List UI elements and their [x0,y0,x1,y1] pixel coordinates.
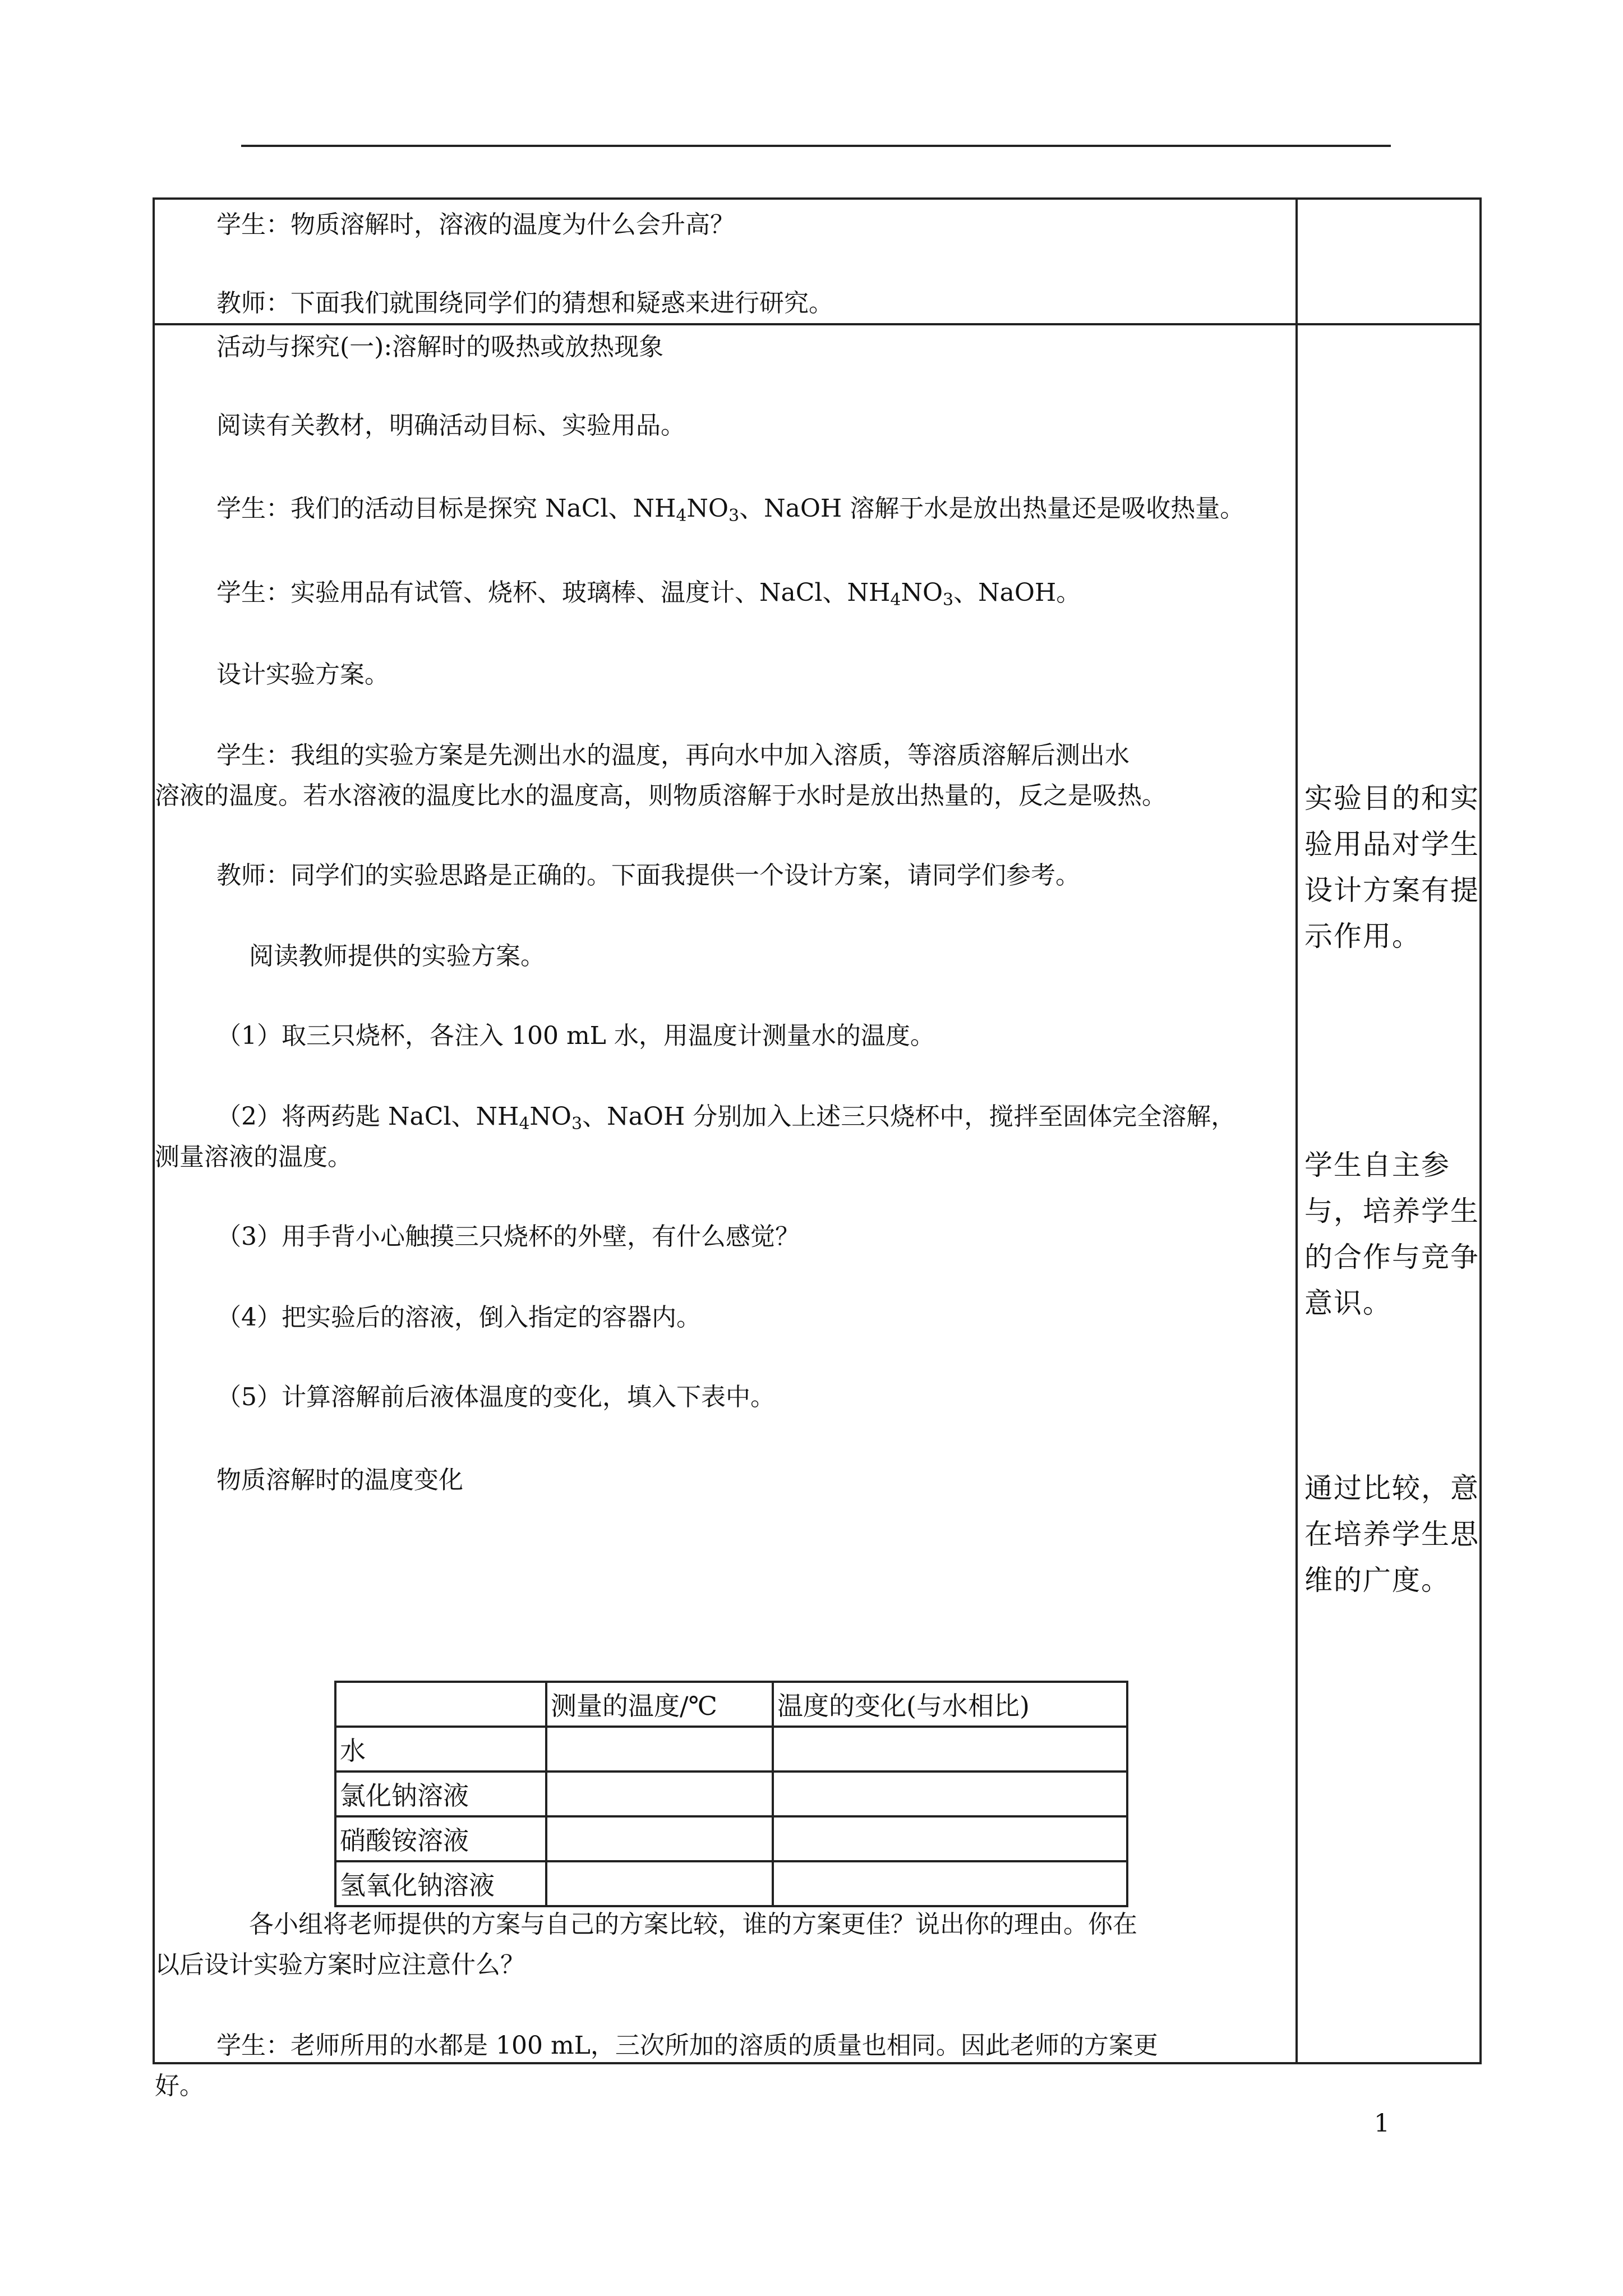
paragraph: 各小组将老师提供的方案与自己的方案比较，谁的方案更佳？说出你的理由。你在 [249,1910,1137,1939]
table-row [335,1861,1127,1906]
paragraph: 学生：我组的实验方案是先测出水的温度，再向水中加入溶质，等溶质溶解后测出水 [216,741,1129,770]
activity-title: 活动与探究(一):溶解时的吸热或放热现象 [216,333,664,361]
table-row [335,1772,1127,1816]
side-note: 学生自主参与，培养学生的合作与竞争意识。 [1304,1149,1479,1319]
paragraph-goal: 学生：我们的活动目标是探究 NaCl、$NH_4NO_3$、NaOH 溶解于水是放出热量还是吸收热量。 [216,494,1245,526]
temp-change-cell[interactable] [773,1861,1127,1906]
paragraph: 以后设计实验方案时应注意什么？ [155,1950,525,1979]
measured-temp-cell[interactable] [546,1727,773,1772]
measured-temp-cell[interactable] [546,1772,773,1816]
paragraph: 学生：物质溶解时，溶液的温度为什么会升高？ [216,210,735,239]
step-2: （2）将两药匙 NaCl、$NH_4NO_3$、NaOH 分别加入上述三只烧杯中，搅拌至固体完全溶解， [216,1102,1236,1134]
side-note: 实验目的和实验用品对学生设计方案有提示作用。 [1304,782,1479,953]
header-cell [335,1682,546,1727]
measured-temp-cell[interactable] [546,1816,773,1861]
paragraph: 溶液的温度。若水溶液的温度比水的温度高，则物质溶解于水时是放出热量的，反之是吸热。 [155,781,1166,810]
note-cell-2 [1297,324,1481,2063]
temp-change-cell[interactable] [773,1816,1127,1861]
table-row [335,1816,1127,1861]
paragraph-items: 学生：实验用品有试管、烧杯、玻璃棒、温度计、NaCl、$NH_4NO_3$、NaOH。 [216,578,1081,610]
side-note: 通过比较，意在培养学生思维的广度。 [1304,1472,1479,1596]
table-row [335,1727,1127,1772]
paragraph: 教师：下面我们就围绕同学们的猜想和疑惑来进行研究。 [216,289,833,318]
table-row [154,324,1481,2063]
row-label: 氢氧化钠溶液 [335,1861,546,1906]
step-1: （1）取三只烧杯，各注入 100 mL 水，用温度计测量水的温度。 [216,1022,935,1050]
paragraph: 阅读有关教材，明确活动目标、实验用品。 [216,411,685,440]
temperature-table [334,1681,1128,1907]
lesson-table [153,197,1482,2100]
header-cell: 测量的温度/℃ [546,1682,773,1727]
measured-temp-cell[interactable] [546,1861,773,1906]
paragraph: 教师：同学们的实验思路是正确的。下面我提供一个设计方案，请同学们参考。 [216,861,1080,890]
content-cell-1 [154,199,1297,324]
step-2-cont: 测量溶液的温度。 [155,1143,352,1171]
step-4: （4）把实验后的溶液，倒入指定的容器内。 [216,1303,701,1332]
step-5: （5）计算溶解前后液体温度的变化，填入下表中。 [216,1383,775,1411]
note-cell-1 [1297,199,1481,324]
temp-change-cell[interactable] [773,1772,1127,1816]
paragraph: 好。 [155,2072,204,2100]
table-header-row [335,1682,1127,1727]
paragraph: 阅读教师提供的实验方案。 [249,942,545,970]
row-label: 氯化钠溶液 [335,1772,546,1816]
header-cell: 温度的变化(与水相比) [773,1682,1127,1727]
content-cell-2 [154,324,1297,2100]
temp-change-cell[interactable] [773,1727,1127,1772]
step-3: （3）用手背小心触摸三只烧杯的外壁，有什么感觉？ [216,1222,800,1251]
table-row [154,199,1481,324]
header-rule [241,145,1391,147]
paragraph: 学生：老师所用的水都是 100 mL，三次所加的溶质的质量也相同。因此老师的方案更 [216,2031,1158,2060]
row-label: 水 [335,1727,546,1772]
table-caption: 物质溶解时的温度变化 [216,1466,463,1494]
page-number: 1 [1374,2109,1390,2138]
paragraph: 设计实验方案。 [216,660,389,689]
row-label: 硝酸铵溶液 [335,1816,546,1861]
